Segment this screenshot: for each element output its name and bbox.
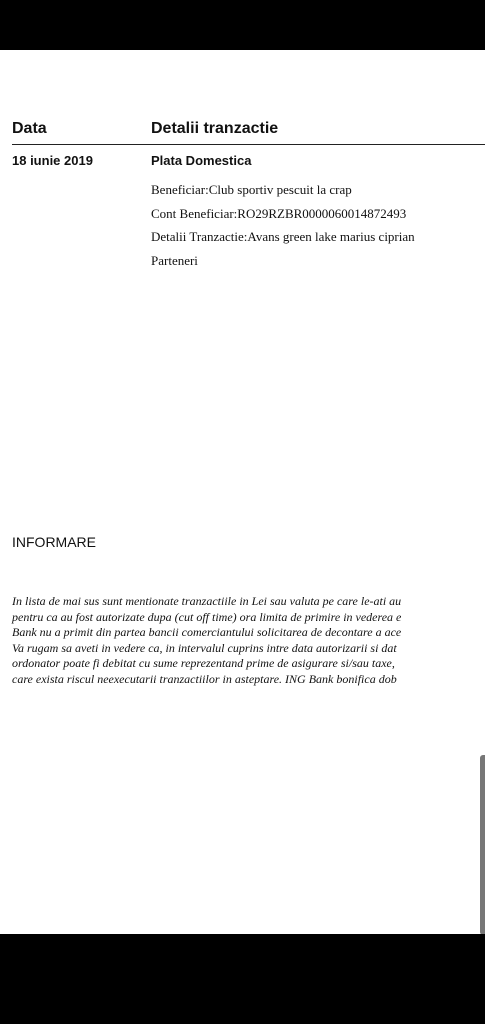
table-header bbox=[12, 118, 485, 145]
transactions-table bbox=[12, 118, 485, 268]
info-title: INFORMARE bbox=[12, 534, 96, 550]
document-page bbox=[0, 50, 485, 934]
info-line: In lista de mai sus sunt mentionate tranzactiile in Lei sau valuta pe care le-ati au bbox=[12, 594, 402, 608]
info-line: care exista riscul neexecutarii tranzactiilor in asteptare. ING Bank bonifica dob bbox=[12, 671, 397, 686]
transaction-date: 18 iunie 2019 bbox=[12, 153, 93, 168]
column-header-details: Detalii tranzactie bbox=[151, 120, 279, 137]
details-line: Detalii Tranzactie:Avans green lake marius ciprian bbox=[151, 229, 415, 244]
transaction-type: Plata Domestica bbox=[151, 153, 252, 168]
info-line: pentru ca au fost autorizate dupa (cut off time) ora limita de primire in vederea e bbox=[12, 609, 402, 624]
beneficiary-line: Beneficiar:Club sportiv pescuit la crap bbox=[151, 182, 352, 197]
transaction-details bbox=[151, 178, 415, 272]
info-line: Va rugam sa aveti in vedere ca, in intervalul cuprins intre data autorizarii si dat bbox=[12, 640, 397, 655]
partners-line: Parteneri bbox=[151, 252, 198, 268]
scrollbar[interactable] bbox=[480, 755, 485, 934]
column-header-date: Data bbox=[12, 120, 47, 137]
account-line: Cont Beneficiar:RO29RZBR0000060014872493 bbox=[151, 205, 407, 221]
info-paragraph bbox=[12, 594, 485, 687]
info-line: ordonator poate fi debitat cu sume reprezentand prime de asigurare si/sau taxe, bbox=[12, 656, 395, 670]
info-line: Bank nu a primit din partea bancii comerciantului solicitarea de decontare a ace bbox=[12, 625, 402, 639]
